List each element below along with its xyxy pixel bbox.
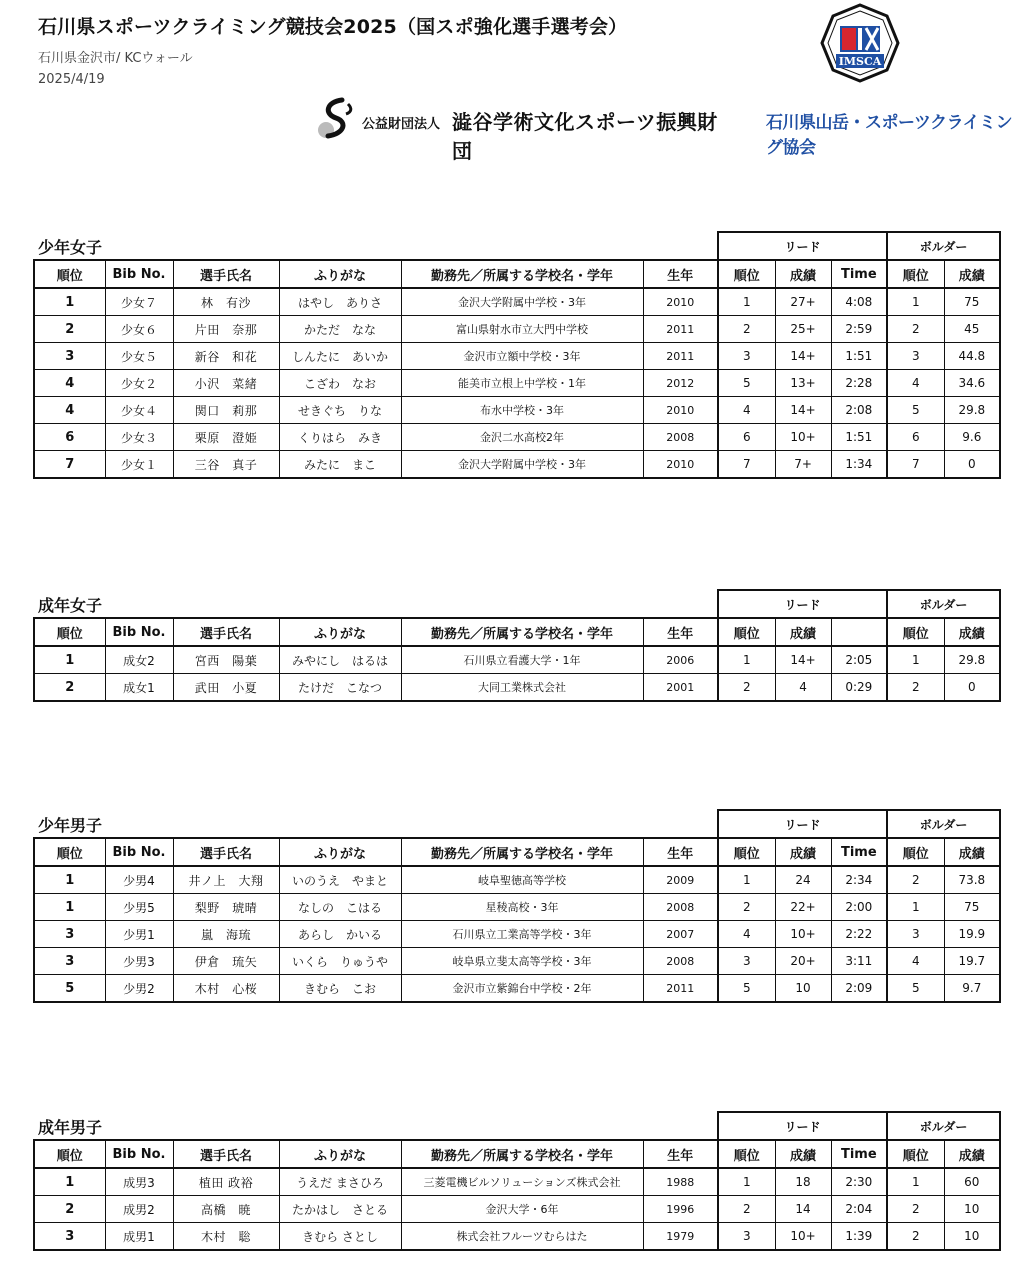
lead-rank-cell: 2 [718,674,775,702]
table-row [34,948,1000,975]
lead-time-cell: 2:28 [831,370,887,397]
affiliation-cell: 大同工業株式会社 [401,674,643,702]
affiliation-cell: 布水中学校・3年 [401,397,643,424]
lead-score-cell: 27+ [775,288,831,316]
affiliation-cell: 金沢市立額中学校・3年 [401,343,643,370]
bib-cell: 少男4 [105,866,173,894]
table-row [34,316,1000,343]
affiliation-cell: 星稜高校・3年 [401,894,643,921]
boulder-rank-cell: 4 [887,370,944,397]
athlete-name: 伊倉 琉矢 [173,948,279,975]
table-row [34,1168,1000,1196]
table-row [34,975,1000,1003]
lead-score-cell: 20+ [775,948,831,975]
table-row [34,288,1000,316]
furigana-cell: うえだ まさひろ [279,1168,401,1196]
boulder-rank-cell: 1 [887,646,944,674]
column-header-furigana: ふりがな [279,1140,401,1168]
lead-score-cell: 25+ [775,316,831,343]
lead-time-cell: 2:09 [831,975,887,1003]
lead-score-cell: 14 [775,1196,831,1223]
affiliation-cell: 岐阜聖徳高等学校 [401,866,643,894]
column-header-furigana: ふりがな [279,260,401,288]
rank-cell: 5 [34,975,105,1003]
lead-time-cell: 1:51 [831,424,887,451]
boulder-score-cell: 9.6 [944,424,1000,451]
bib-cell: 少男3 [105,948,173,975]
section-title: 少年女子 [38,238,103,257]
bib-cell: 成女1 [105,674,173,702]
rank-cell: 2 [34,674,105,702]
bib-cell: 少女７ [105,288,173,316]
athlete-name: 梨野 琥晴 [173,894,279,921]
affiliation-cell: 富山県射水市立大門中学校 [401,316,643,343]
affiliation-cell: 金沢二水高校2年 [401,424,643,451]
athlete-name: 宮西 陽葉 [173,646,279,674]
lead-score-cell: 14+ [775,397,831,424]
furigana-cell: なしの こはる [279,894,401,921]
boulder-rank-cell: 1 [887,894,944,921]
athlete-name: 嵐 海琉 [173,921,279,948]
lead-rank-cell: 3 [718,1223,775,1251]
lead-score-cell: 18 [775,1168,831,1196]
lead-rank-cell: 4 [718,397,775,424]
group-header-row [34,1112,1000,1140]
column-header-lead-score: 成績 [775,838,831,866]
lead-rank-cell: 3 [718,343,775,370]
bib-cell: 成男2 [105,1196,173,1223]
table-row [34,343,1000,370]
birth-year-cell: 2010 [643,397,718,424]
column-header-boulder-score: 成績 [944,838,1000,866]
venue: 石川県金沢市/ KCウォール [38,51,193,66]
lead-time-cell: 4:08 [831,288,887,316]
lead-time-cell: 1:34 [831,451,887,479]
furigana-cell: くりはら みき [279,424,401,451]
athlete-name: 植田 政裕 [173,1168,279,1196]
bib-cell: 成男3 [105,1168,173,1196]
furigana-cell: みやにし はるは [279,646,401,674]
furigana-cell: かただ なな [279,316,401,343]
athlete-name: 木村 心桜 [173,975,279,1003]
lead-rank-cell: 2 [718,1196,775,1223]
lead-time-cell: 0:29 [831,674,887,702]
affiliation-cell: 石川県立看護大学・1年 [401,646,643,674]
column-header-bib: Bib No. [105,260,173,288]
column-header-rank: 順位 [34,1140,105,1168]
imsca-logo-icon [820,2,900,94]
sponsor-name: 澁谷学術文化スポーツ振興財団 [452,110,718,163]
column-header-birth-year: 生年 [643,618,718,646]
furigana-cell: いくら りゅうや [279,948,401,975]
column-header-lead-score: 成績 [775,260,831,288]
boulder-rank-cell: 2 [887,1196,944,1223]
lead-score-cell: 10 [775,975,831,1003]
boulder-score-cell: 9.7 [944,975,1000,1003]
lead-score-cell: 24 [775,866,831,894]
athlete-name: 林 有沙 [173,288,279,316]
boulder-score-cell: 19.7 [944,948,1000,975]
affiliation-cell: 岐阜県立斐太高等学校・3年 [401,948,643,975]
birth-year-cell: 2008 [643,948,718,975]
results-table [33,1111,1001,1251]
boulder-rank-cell: 4 [887,948,944,975]
table-row [34,451,1000,479]
lead-time-cell: 2:22 [831,921,887,948]
rank-cell: 1 [34,866,105,894]
affiliation-cell: 能美市立根上中学校・1年 [401,370,643,397]
lead-time-cell: 3:11 [831,948,887,975]
lead-time-cell: 1:39 [831,1223,887,1251]
table-row [34,866,1000,894]
bib-cell: 少女４ [105,397,173,424]
column-header-lead-time: Time [831,1140,887,1168]
lead-score-cell: 14+ [775,343,831,370]
lead-group-header: リード [718,1112,887,1140]
lead-group-header: リード [718,232,887,260]
column-header-lead-rank: 順位 [718,618,775,646]
bib-cell: 少女２ [105,370,173,397]
column-header-birth-year: 生年 [643,838,718,866]
boulder-score-cell: 29.8 [944,397,1000,424]
boulder-score-cell: 44.8 [944,343,1000,370]
rank-cell: 3 [34,343,105,370]
boulder-rank-cell: 3 [887,921,944,948]
rank-cell: 6 [34,424,105,451]
lead-score-cell: 22+ [775,894,831,921]
column-header-boulder-rank: 順位 [887,618,944,646]
birth-year-cell: 1988 [643,1168,718,1196]
boulder-score-cell: 0 [944,451,1000,479]
birth-year-cell: 1979 [643,1223,718,1251]
rank-cell: 1 [34,894,105,921]
athlete-name: 高橋 暁 [173,1196,279,1223]
bib-cell: 少女３ [105,424,173,451]
lead-time-cell: 2:34 [831,866,887,894]
column-header-name: 選手氏名 [173,260,279,288]
furigana-cell: いのうえ やまと [279,866,401,894]
boulder-group-header: ボルダー [887,590,1000,618]
birth-year-cell: 2011 [643,316,718,343]
lead-rank-cell: 5 [718,370,775,397]
boulder-group-header: ボルダー [887,232,1000,260]
lead-rank-cell: 1 [718,1168,775,1196]
column-header-boulder-score: 成績 [944,618,1000,646]
lead-rank-cell: 1 [718,866,775,894]
column-header-school: 勤務先／所属する学校名・学年 [401,260,643,288]
bib-cell: 成女2 [105,646,173,674]
athlete-name: 三谷 真子 [173,451,279,479]
column-header-bib: Bib No. [105,838,173,866]
rank-cell: 3 [34,921,105,948]
table-row [34,674,1000,702]
birth-year-cell: 2012 [643,370,718,397]
rank-cell: 2 [34,316,105,343]
boulder-score-cell: 34.6 [944,370,1000,397]
boulder-group-header: ボルダー [887,810,1000,838]
column-header-boulder-score: 成績 [944,1140,1000,1168]
affiliation-cell: 金沢市立紫錦台中学校・2年 [401,975,643,1003]
birth-year-cell: 2008 [643,894,718,921]
table-row [34,397,1000,424]
column-header-lead-rank: 順位 [718,260,775,288]
birth-year-cell: 2007 [643,921,718,948]
birth-year-cell: 2008 [643,424,718,451]
lead-rank-cell: 3 [718,948,775,975]
results-table [33,231,1001,479]
imsca-logo-text: IMSCA [838,55,882,68]
birth-year-cell: 2009 [643,866,718,894]
furigana-cell: みたに まこ [279,451,401,479]
group-header-row [34,590,1000,618]
column-header-name: 選手氏名 [173,838,279,866]
column-header-furigana: ふりがな [279,618,401,646]
column-header-school: 勤務先／所属する学校名・学年 [401,838,643,866]
column-header-rank: 順位 [34,838,105,866]
boulder-rank-cell: 5 [887,975,944,1003]
rank-cell: 4 [34,370,105,397]
table-row [34,424,1000,451]
lead-rank-cell: 2 [718,894,775,921]
birth-year-cell: 2010 [643,451,718,479]
affiliation-cell: 株式会社フルーツむらはた [401,1223,643,1251]
document-title: 石川県スポーツクライミング競技会2025（国スポ強化選手選考会） [38,16,628,38]
lead-score-cell: 10+ [775,424,831,451]
athlete-name: 栗原 澄姫 [173,424,279,451]
affiliation-cell: 石川県立工業高等学校・3年 [401,921,643,948]
rank-cell: 1 [34,288,105,316]
boulder-score-cell: 73.8 [944,866,1000,894]
athlete-name: 新谷 和花 [173,343,279,370]
column-header-boulder-score: 成績 [944,260,1000,288]
boulder-score-cell: 29.8 [944,646,1000,674]
column-header-lead-rank: 順位 [718,1140,775,1168]
column-header-school: 勤務先／所属する学校名・学年 [401,618,643,646]
lead-time-cell: 2:30 [831,1168,887,1196]
table-row [34,370,1000,397]
table-row [34,646,1000,674]
bib-cell: 成男1 [105,1223,173,1251]
lead-time-cell: 2:00 [831,894,887,921]
sponsor-logo-icon [312,94,358,142]
rank-cell: 4 [34,397,105,424]
lead-score-cell: 10+ [775,921,831,948]
boulder-rank-cell: 5 [887,397,944,424]
bib-cell: 少女５ [105,343,173,370]
group-header-row [34,810,1000,838]
affiliation-cell: 金沢大学附属中学校・3年 [401,451,643,479]
bib-cell: 少男2 [105,975,173,1003]
athlete-name: 木村 聡 [173,1223,279,1251]
bib-cell: 少女６ [105,316,173,343]
lead-rank-cell: 1 [718,288,775,316]
column-header-name: 選手氏名 [173,618,279,646]
sponsor-banner [312,94,732,163]
association-name: 石川県山岳・スポーツクライミング協会 [766,113,1013,158]
birth-year-cell: 2010 [643,288,718,316]
table-row [34,1196,1000,1223]
lead-rank-cell: 4 [718,921,775,948]
section-title: 少年男子 [38,816,103,835]
section-title-spacer [34,590,718,618]
lead-time-cell: 2:04 [831,1196,887,1223]
sponsor-prefix: 公益財団法人 [362,117,441,132]
boulder-rank-cell: 7 [887,451,944,479]
lead-score-cell: 4 [775,674,831,702]
lead-rank-cell: 1 [718,646,775,674]
column-header-lead-time: Time [831,260,887,288]
boulder-rank-cell: 2 [887,316,944,343]
column-header-row [34,1140,1000,1168]
column-header-lead-time: Time [831,838,887,866]
athlete-name: 井ノ上 大翔 [173,866,279,894]
column-header-lead-score: 成績 [775,1140,831,1168]
results-table [33,809,1001,1003]
boulder-score-cell: 0 [944,674,1000,702]
column-header-name: 選手氏名 [173,1140,279,1168]
furigana-cell: たかはし さとる [279,1196,401,1223]
column-header-rank: 順位 [34,618,105,646]
affiliation-cell: 三菱電機ビルソリューションズ株式会社 [401,1168,643,1196]
lead-group-header: リード [718,810,887,838]
lead-rank-cell: 5 [718,975,775,1003]
results-table [33,589,1001,702]
table-row [34,921,1000,948]
boulder-rank-cell: 6 [887,424,944,451]
birth-year-cell: 2006 [643,646,718,674]
furigana-cell: たけだ こなつ [279,674,401,702]
furigana-cell: きむら さとし [279,1223,401,1251]
bib-cell: 少女１ [105,451,173,479]
bib-cell: 少男1 [105,921,173,948]
lead-score-cell: 14+ [775,646,831,674]
lead-time-cell: 2:05 [831,646,887,674]
furigana-cell: せきぐち りな [279,397,401,424]
column-header-bib: Bib No. [105,618,173,646]
athlete-name: 武田 小夏 [173,674,279,702]
athlete-name: 関口 莉那 [173,397,279,424]
boulder-group-header: ボルダー [887,1112,1000,1140]
furigana-cell: こざわ なお [279,370,401,397]
birth-year-cell: 2011 [643,343,718,370]
boulder-score-cell: 60 [944,1168,1000,1196]
athlete-name: 片田 奈那 [173,316,279,343]
column-header-lead-rank: 順位 [718,838,775,866]
column-header-row [34,260,1000,288]
column-header-boulder-rank: 順位 [887,260,944,288]
rank-cell: 2 [34,1196,105,1223]
affiliation-cell: 金沢大学附属中学校・3年 [401,288,643,316]
event-date: 2025/4/19 [38,72,105,87]
column-header-row [34,838,1000,866]
boulder-rank-cell: 1 [887,1168,944,1196]
column-header-birth-year: 生年 [643,260,718,288]
column-header-birth-year: 生年 [643,1140,718,1168]
affiliation-cell: 金沢大学・6年 [401,1196,643,1223]
rank-cell: 1 [34,646,105,674]
boulder-rank-cell: 2 [887,866,944,894]
section-title: 成年男子 [38,1118,103,1137]
furigana-cell: きむら こお [279,975,401,1003]
lead-score-cell: 10+ [775,1223,831,1251]
column-header-lead-score: 成績 [775,618,831,646]
column-header-bib: Bib No. [105,1140,173,1168]
boulder-score-cell: 10 [944,1223,1000,1251]
furigana-cell: しんたに あいか [279,343,401,370]
lead-score-cell: 7+ [775,451,831,479]
boulder-score-cell: 19.9 [944,921,1000,948]
boulder-score-cell: 75 [944,288,1000,316]
column-header-boulder-rank: 順位 [887,1140,944,1168]
boulder-rank-cell: 3 [887,343,944,370]
section-title-spacer [34,1112,718,1140]
rank-cell: 3 [34,1223,105,1251]
lead-time-cell: 2:08 [831,397,887,424]
column-header-boulder-rank: 順位 [887,838,944,866]
boulder-rank-cell: 1 [887,288,944,316]
column-header-lead-time [831,618,887,646]
boulder-score-cell: 75 [944,894,1000,921]
column-header-furigana: ふりがな [279,838,401,866]
lead-rank-cell: 6 [718,424,775,451]
group-header-row [34,232,1000,260]
table-row [34,1223,1000,1251]
furigana-cell: あらし かいる [279,921,401,948]
table-row [34,894,1000,921]
athlete-name: 小沢 菜緒 [173,370,279,397]
birth-year-cell: 1996 [643,1196,718,1223]
lead-time-cell: 1:51 [831,343,887,370]
column-header-school: 勤務先／所属する学校名・学年 [401,1140,643,1168]
lead-rank-cell: 2 [718,316,775,343]
rank-cell: 1 [34,1168,105,1196]
birth-year-cell: 2011 [643,975,718,1003]
lead-score-cell: 13+ [775,370,831,397]
birth-year-cell: 2001 [643,674,718,702]
rank-cell: 3 [34,948,105,975]
column-header-rank: 順位 [34,260,105,288]
boulder-rank-cell: 2 [887,1223,944,1251]
section-title-spacer [34,232,718,260]
boulder-score-cell: 10 [944,1196,1000,1223]
section-title: 成年女子 [38,596,103,615]
lead-rank-cell: 7 [718,451,775,479]
boulder-score-cell: 45 [944,316,1000,343]
boulder-rank-cell: 2 [887,674,944,702]
rank-cell: 7 [34,451,105,479]
column-header-row [34,618,1000,646]
lead-time-cell: 2:59 [831,316,887,343]
bib-cell: 少男5 [105,894,173,921]
furigana-cell: はやし ありさ [279,288,401,316]
section-title-spacer [34,810,718,838]
lead-group-header: リード [718,590,887,618]
